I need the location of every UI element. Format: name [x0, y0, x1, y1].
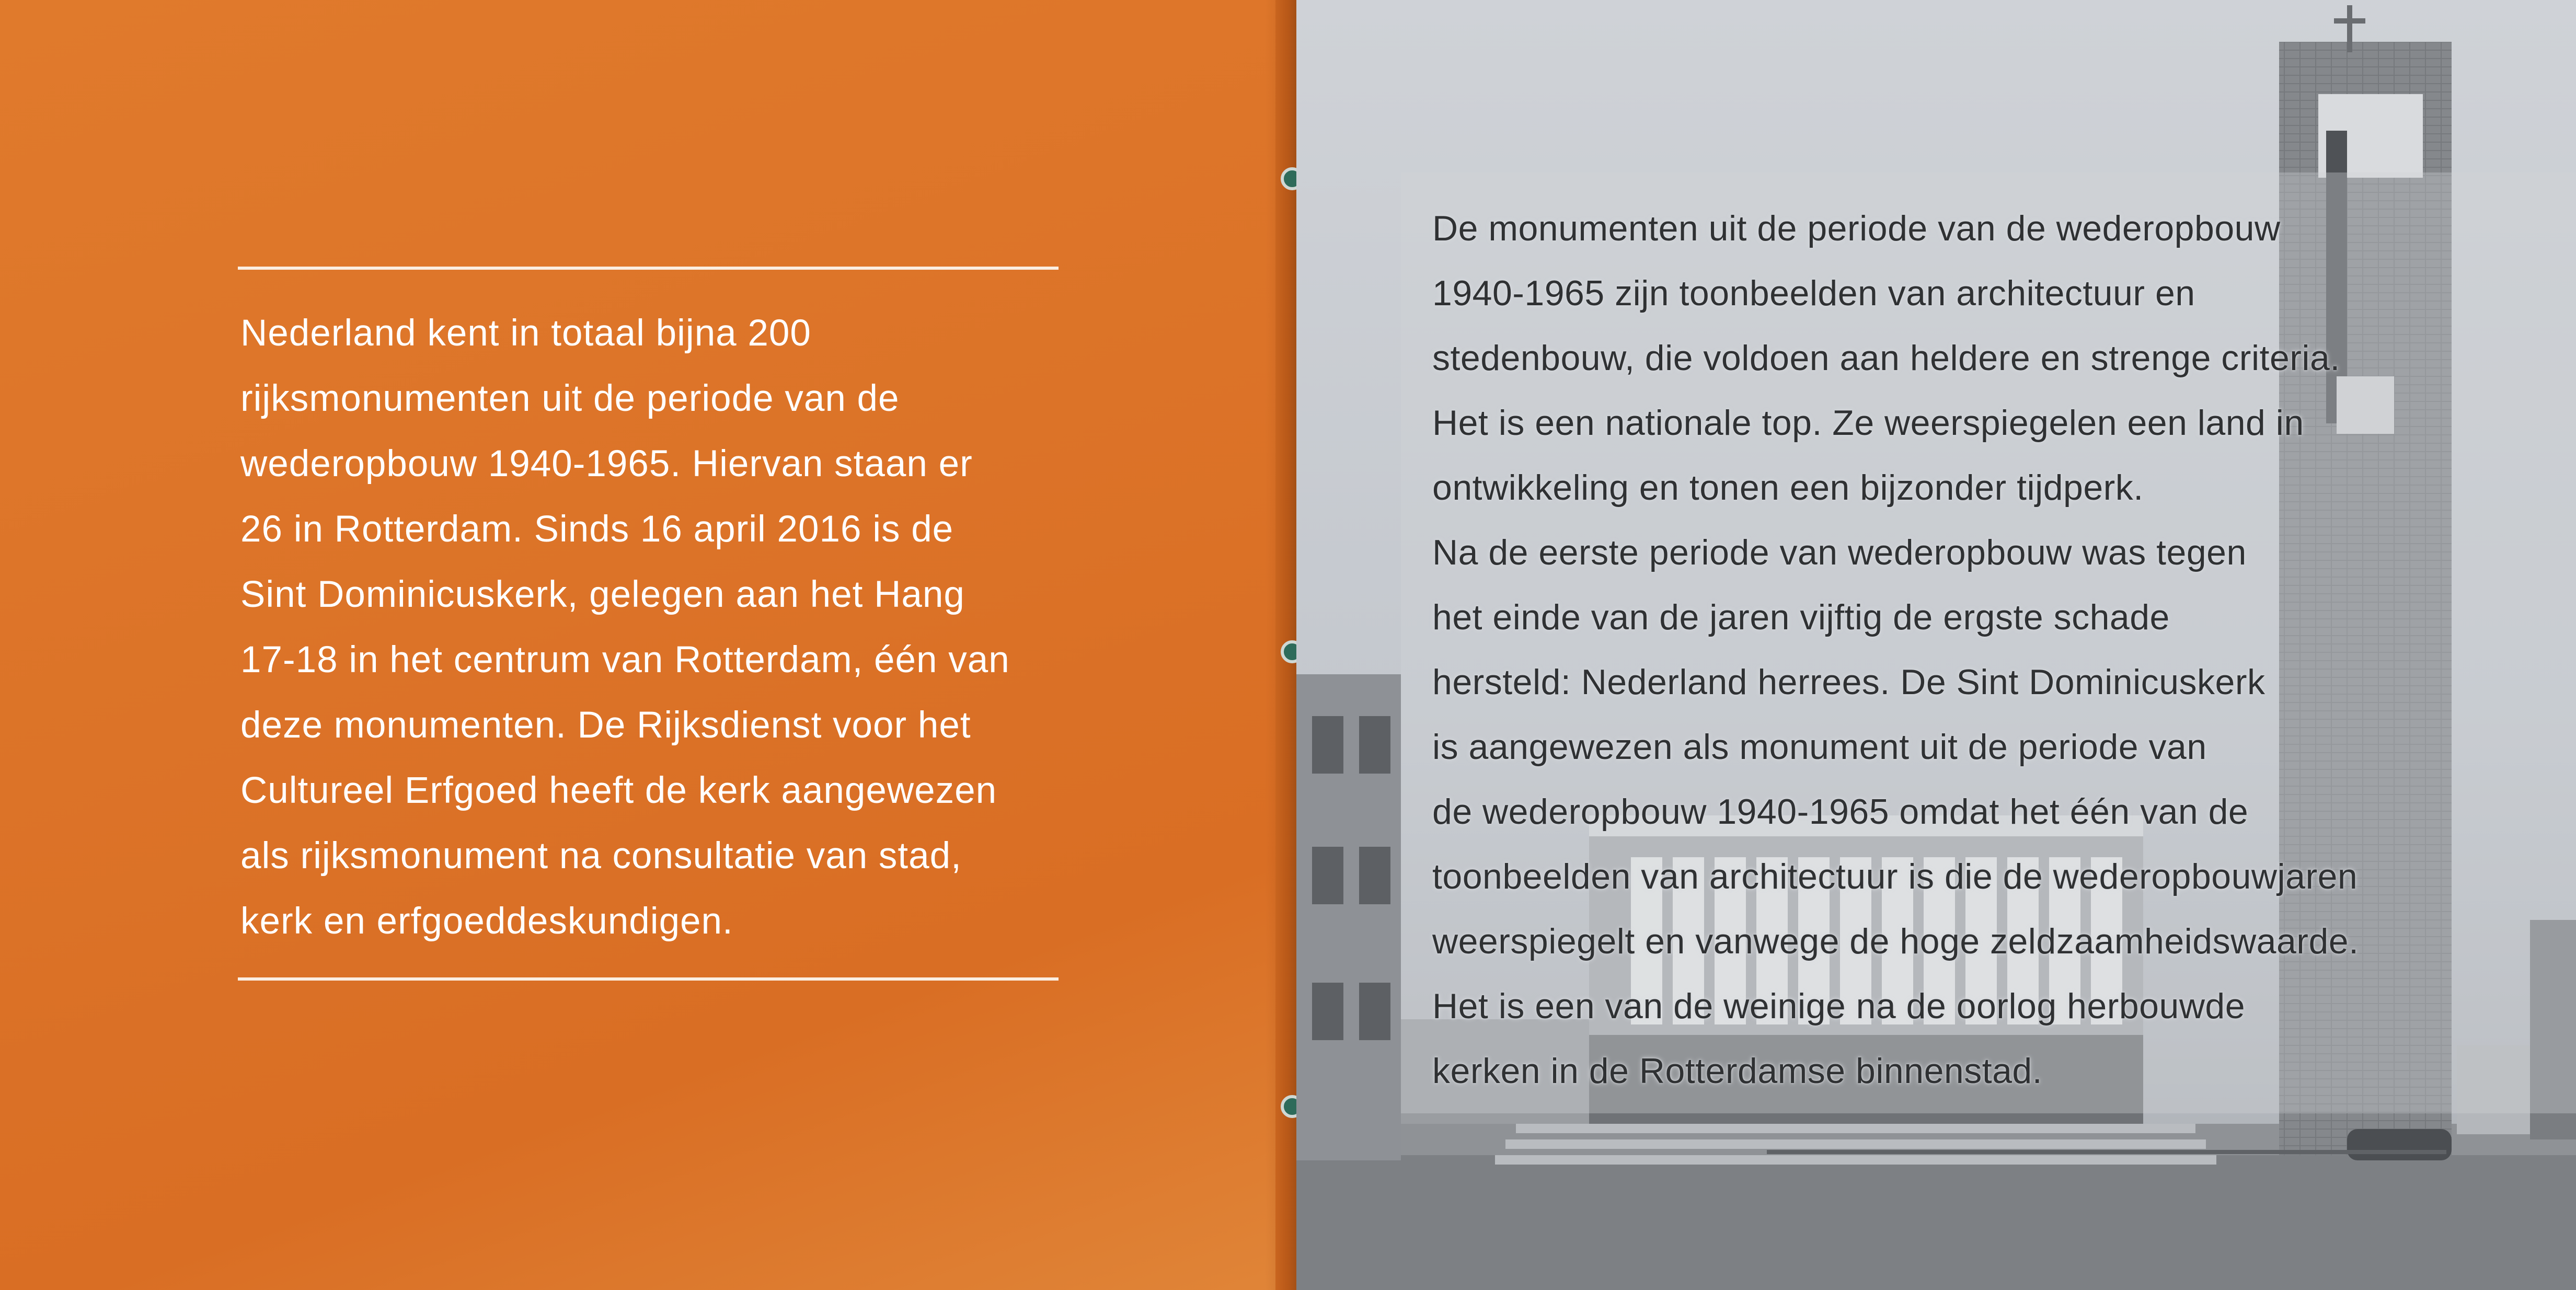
right-text-line: Het is een van de weinige na de oorlog herbouwde: [1432, 986, 2246, 1026]
right-text-line: kerken in de Rotterdamse binnenstad.: [1432, 1051, 2043, 1091]
right-page-text: [1432, 196, 2556, 1103]
right-text-line: Na de eerste periode van wederopbouw was tegen: [1432, 533, 2247, 572]
left-text-line: 26 in Rotterdam. Sinds 16 april 2016 is de: [240, 509, 954, 550]
right-text-line: stedenbouw, die voldoen aan heldere en strenge criteria.: [1432, 338, 2340, 378]
top-divider: [238, 267, 1059, 270]
right-text-line: De monumenten uit de periode van de wederopbouw: [1432, 209, 2281, 248]
left-text-line: wederopbouw 1940-1965. Hiervan staan er: [240, 443, 973, 485]
left-text-line: deze monumenten. De Rijksdienst voor het: [240, 705, 971, 746]
right-text-line: ontwikkeling en tonen een bijzonder tijdperk.: [1432, 468, 2144, 508]
left-text-line: Nederland kent in totaal bijna 200: [240, 313, 811, 354]
right-text-line: Het is een nationale top. Ze weerspiegelen een land in: [1432, 403, 2304, 443]
right-text-line: is aangewezen als monument uit de periode van: [1432, 727, 2207, 767]
left-text-line: als rijksmonument na consultatie van stad,: [240, 835, 962, 877]
right-text-line: hersteld: Nederland herrees. De Sint Dominicuskerk: [1432, 662, 2266, 702]
right-text-line: toonbeelden van architectuur is die de wederopbouwjaren: [1432, 857, 2358, 896]
left-page-text: [240, 301, 1087, 954]
bottom-divider: [238, 977, 1059, 981]
right-text-line: de wederopbouw 1940-1965 omdat het één van de: [1432, 792, 2249, 832]
left-text-line: Cultureel Erfgoed heeft de kerk aangewezen: [240, 770, 997, 811]
left-text-line: Sint Dominicuskerk, gelegen aan het Hang: [240, 574, 965, 615]
left-text-line: 17-18 in het centrum van Rotterdam, één van: [240, 639, 1010, 681]
right-text-line: weerspiegelt en vanwege de hoge zeldzaamheidswaarde.: [1432, 922, 2359, 961]
left-text-line: kerk en erfgoeddeskundigen.: [240, 901, 733, 942]
left-text-line: rijksmonumenten uit de periode van de: [240, 378, 900, 419]
right-text-line: 1940-1965 zijn toonbeelden van architectuur en: [1432, 273, 2195, 313]
right-page: [1296, 0, 2576, 1290]
right-text-line: het einde van de jaren vijftig de ergste schade: [1432, 597, 2170, 637]
